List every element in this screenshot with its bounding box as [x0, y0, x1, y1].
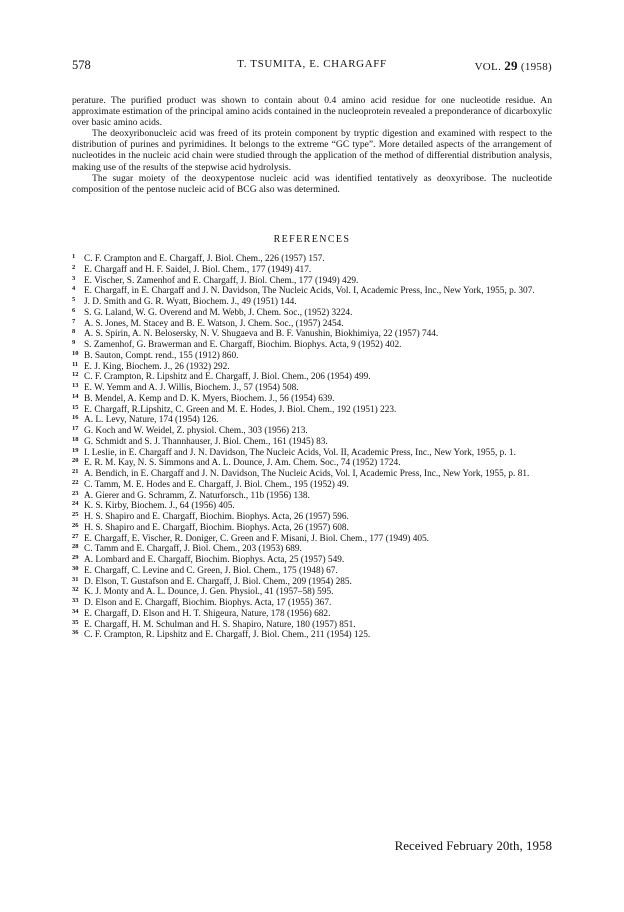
- reference-number: 34: [72, 607, 79, 615]
- reference-text: E. R. M. Kay, N. S. Simmons and A. L. Dounce, J. Am. Chem. Soc., 74 (1952) 1724.: [84, 458, 401, 469]
- reference-text: J. D. Smith and G. R. Wyatt, Biochem. J., 49 (1951) 144.: [84, 297, 297, 307]
- reference-text: E. W. Yemm and A. J. Willis, Biochem. J., 57 (1954) 508.: [84, 383, 299, 393]
- reference-item: [72, 437, 552, 448]
- reference-item: [72, 512, 552, 523]
- reference-number: 1: [72, 253, 76, 260]
- reference-item: [72, 362, 552, 373]
- references-heading: REFERENCES: [273, 234, 351, 245]
- reference-item: [72, 329, 552, 340]
- reference-number: 25: [72, 511, 79, 518]
- reference-text: C. F. Crampton, R. Lipshitz and E. Chargaff, J. Biol. Chem., 211 (1954) 125.: [84, 630, 371, 641]
- reference-number: 19: [72, 446, 79, 454]
- reference-text: A. Lombard and E. Chargaff, Biochim. Biophys. Acta, 25 (1957) 549.: [84, 555, 345, 565]
- reference-item: [72, 534, 552, 545]
- reference-number: 31: [72, 575, 79, 583]
- reference-text: E. Chargaff, in E. Chargaff and J. N. Davidson, The Nucleic Acids, Vol. I, Academic Press, Inc., New York, 1955, p. 307.: [84, 286, 535, 297]
- reference-item: [72, 555, 552, 566]
- reference-text: E. Chargaff and H. F. Saidel, J. Biol. Chem., 177 (1949) 417.: [84, 264, 312, 275]
- reference-number: 35: [72, 618, 79, 626]
- reference-number: 30: [72, 564, 79, 572]
- reference-item: [72, 480, 552, 491]
- reference-number: 22: [72, 478, 79, 486]
- reference-item: [72, 598, 552, 609]
- reference-item: [72, 523, 552, 534]
- reference-number: 8: [72, 328, 76, 336]
- reference-item: [72, 286, 552, 297]
- reference-item: [72, 265, 552, 276]
- reference-item: [72, 319, 552, 330]
- body-text: [72, 95, 552, 195]
- reference-item: [72, 609, 552, 620]
- reference-text: E. Vischer, S. Zamenhof and E. Chargaff, J. Biol. Chem., 177 (1949) 429.: [84, 275, 359, 286]
- reference-item: [72, 297, 552, 308]
- reference-item: [72, 458, 552, 469]
- reference-item: [72, 544, 552, 555]
- running-header: [72, 58, 552, 78]
- reference-text: C. F. Crampton and E. Chargaff, J. Biol. Chem., 226 (1957) 157.: [84, 254, 325, 264]
- reference-number: 3: [72, 274, 76, 282]
- reference-number: 11: [72, 360, 79, 368]
- reference-item: [72, 469, 552, 480]
- reference-item: [72, 383, 552, 394]
- reference-item: [72, 276, 552, 287]
- reference-item: [72, 491, 552, 502]
- reference-item: [72, 340, 552, 351]
- reference-number: 28: [72, 543, 79, 551]
- reference-number: 27: [72, 532, 79, 540]
- reference-number: 13: [72, 382, 79, 389]
- body-paragraph: perature. The purified product was shown to contain about 0.4 amino acid residue for one nucleotide residue. An approximate estimation of the principal amino acids contained in the nucleoprotein revealed a preponderance of dicarboxylic over basic amino acids.: [72, 95, 552, 129]
- reference-text: A. L. Levy, Nature, 174 (1954) 126.: [84, 415, 219, 426]
- reference-item: [72, 405, 552, 416]
- reference-item: [72, 372, 552, 383]
- reference-item: [72, 630, 552, 641]
- reference-number: 36: [72, 629, 79, 637]
- reference-text: B. Mendel, A. Kemp and D. K. Myers, Biochem. J., 56 (1954) 639.: [84, 393, 335, 404]
- reference-number: 29: [72, 554, 79, 561]
- volume-year: (1958): [520, 61, 552, 73]
- reference-number: 9: [72, 339, 76, 346]
- reference-number: 32: [72, 586, 79, 594]
- reference-number: 12: [72, 371, 79, 379]
- reference-number: 16: [72, 414, 79, 422]
- reference-text: D. Elson and E. Chargaff, Biochim. Biophys. Acta, 17 (1955) 367.: [84, 598, 332, 608]
- reference-number: 10: [72, 349, 79, 357]
- reference-text: G. Koch and W. Weidel, Z. physiol. Chem., 303 (1956) 213.: [84, 426, 308, 436]
- reference-number: 23: [72, 489, 79, 497]
- reference-number: 20: [72, 457, 79, 465]
- reference-number: 4: [72, 285, 76, 293]
- reference-item: [72, 426, 552, 437]
- volume-number: 29: [504, 58, 518, 73]
- reference-text: H. S. Shapiro and E. Chargaff, Biochim. Biophys. Acta, 26 (1957) 608.: [84, 522, 349, 533]
- reference-item: [72, 587, 552, 598]
- reference-number: 17: [72, 425, 79, 432]
- reference-item: [72, 577, 552, 588]
- reference-text: K. S. Kirby, Biochem. J., 64 (1956) 405.: [84, 501, 235, 512]
- reference-text: E. Chargaff, D. Elson and H. T. Shigeura, Nature, 178 (1956) 682.: [84, 608, 331, 619]
- reference-text: G. Schmidt and S. J. Thannhauser, J. Biol. Chem., 161 (1945) 83.: [84, 436, 328, 447]
- reference-item: [72, 394, 552, 405]
- reference-text: E. J. King, Biochem. J., 26 (1932) 292.: [84, 361, 230, 372]
- reference-text: E. Chargaff, R.Lipshitz, C. Green and M. E. Hodes, J. Biol. Chem., 192 (1951) 223.: [84, 404, 397, 415]
- reference-number: 33: [72, 597, 79, 604]
- reference-number: 6: [72, 306, 76, 314]
- volume-prefix: VOL.: [474, 61, 502, 73]
- reference-text: C. Tamm, M. E. Hodes and E. Chargaff, J. Biol. Chem., 195 (1952) 49.: [84, 479, 349, 490]
- reference-text: C. F. Crampton, R. Lipshitz and E. Chargaff, J. Biol. Chem., 206 (1954) 499.: [84, 372, 371, 383]
- reference-text: E. Chargaff, E. Vischer, R. Doniger, C. Green and F. Misani, J. Biol. Chem., 177 (1949) 405.: [84, 533, 429, 544]
- reference-item: [72, 501, 552, 512]
- reference-number: 14: [72, 392, 79, 400]
- reference-text: E. Chargaff, H. M. Schulman and H. S. Shapiro, Nature, 180 (1957) 851.: [84, 619, 356, 630]
- reference-text: A. S. Spirin, A. N. Belosersky, N. V. Shugaeva and B. F. Vanushin, Biokhimiya, 22 (1957) 744.: [84, 329, 439, 340]
- reference-text: A. Gierer and G. Schramm, Z. Naturforsch., 11b (1956) 138.: [84, 490, 310, 501]
- received-date: Received February 20th, 1958: [394, 838, 552, 853]
- reference-item: [72, 308, 552, 319]
- reference-item: [72, 566, 552, 577]
- reference-item: [72, 351, 552, 362]
- body-paragraph: The sugar moiety of the deoxypentose nucleic acid was identified tentatively as deoxyribose. The nucleotide composition of the pentose nucleic acid of BCG also was determined.: [72, 172, 552, 195]
- reference-number: 24: [72, 500, 79, 508]
- reference-number: 5: [72, 296, 76, 303]
- reference-text: E. Chargaff, C. Levine and C. Green, J. Biol. Chem., 175 (1948) 67.: [84, 565, 338, 576]
- reference-item: [72, 448, 552, 459]
- reference-text: H. S. Shapiro and E. Chargaff, Biochim. Biophys. Acta, 26 (1957) 596.: [84, 512, 349, 522]
- reference-text: I. Leslie, in E. Chargaff and J. N. Davidson, The Nucleic Acids, Vol. II, Academic Press, Inc., New York, 1955, p. 1.: [84, 447, 516, 458]
- reference-text: S. Zamenhof, G. Brawerman and E. Chargaff, Biochim. Biophys. Acta, 9 (1952) 402.: [84, 340, 402, 350]
- reference-number: 18: [72, 435, 79, 443]
- reference-number: 2: [72, 263, 76, 271]
- reference-item: [72, 620, 552, 631]
- body-paragraph: The deoxyribonucleic acid was freed of its protein component by tryptic digestion and examined with respect to the distribution of purines and pyrimidines. It belongs to the extreme “GC type”. More detailed aspects of the arrangement of nucleotides in the nucleic acid chain were studied through the application of the method of differential distribution analysis, making use of the results of the stepwise acid hydrolysis.: [72, 128, 552, 173]
- reference-text: A. Bendich, in E. Chargaff and J. N. Davidson, The Nucleic Acids, Vol. I, Academic Press, Inc., New York, 1955, p. 81.: [84, 469, 530, 479]
- reference-number: 26: [72, 521, 79, 529]
- reference-number: 21: [72, 468, 79, 475]
- reference-text: A. S. Jones, M. Stacey and B. E. Watson, J. Chem. Soc., (1957) 2454.: [84, 318, 344, 329]
- reference-number: 7: [72, 317, 76, 325]
- reference-text: B. Sauton, Compt. rend., 155 (1912) 860.: [84, 350, 239, 361]
- reference-number: 15: [72, 403, 79, 411]
- reference-text: D. Elson, T. Gustafson and E. Chargaff, J. Biol. Chem., 209 (1954) 285.: [84, 576, 352, 587]
- reference-list: [72, 254, 552, 641]
- reference-item: [72, 415, 552, 426]
- reference-text: C. Tamm and E. Chargaff, J. Biol. Chem., 203 (1953) 689.: [84, 544, 302, 555]
- page-number: 578: [72, 58, 91, 72]
- reference-text: K. J. Monty and A. L. Dounce, J. Gen. Physiol., 41 (1957–58) 595.: [84, 587, 334, 598]
- running-authors: T. TSUMITA, E. CHARGAFF: [237, 58, 387, 70]
- reference-item: [72, 254, 552, 265]
- volume-info: [475, 58, 552, 74]
- reference-text: S. G. Laland, W. G. Overend and M. Webb, J. Chem. Soc., (1952) 3224.: [84, 307, 353, 318]
